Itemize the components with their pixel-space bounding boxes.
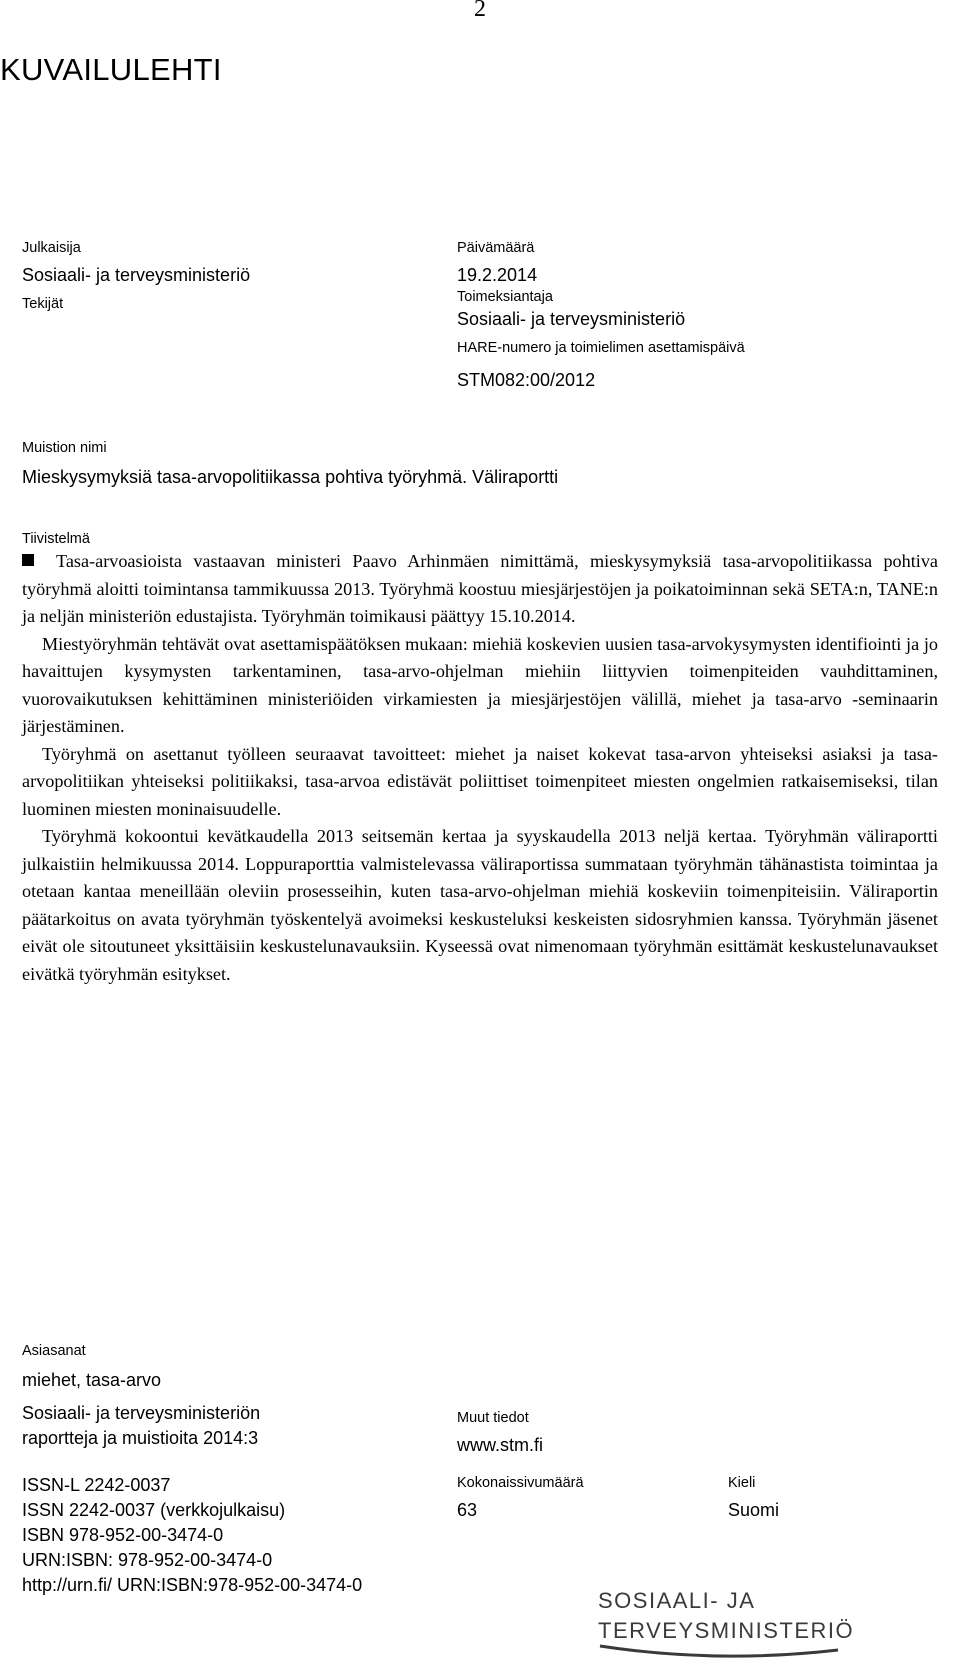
identifier-issn: ISSN 2242-0037 (verkkojulkaisu) xyxy=(22,1500,286,1520)
page-count-value: 63 xyxy=(457,1500,478,1520)
identifier-issn-l: ISSN-L 2242-0037 xyxy=(22,1475,171,1495)
date-value: 19.2.2014 xyxy=(457,265,538,285)
commissioner-value: Sosiaali- ja terveysministeriö xyxy=(457,309,686,329)
hare-label: HARE-numero ja toimielimen asettamispäivä xyxy=(457,340,745,356)
memo-name-label: Muistion nimi xyxy=(22,440,107,456)
summary-paragraph-2: Miestyöryhmän tehtävät ovat asettamispäätöksen mukaan: miehiä koskevien uusien tasa-arvokysymysten identifiointi ja jo havaittujen kysymysten tarkentaminen, tasa-arvo-ohjelman miehiin liittyvien toimenpiteiden vauhdittaminen, vuorovaikutuksen kehittäminen ministeriöiden virkamiesten ja miesjärjestöjen välillä, miehet ja tasa-arvo -seminaarin järjestäminen. xyxy=(22,633,938,736)
logo-text-line-2: TERVEYSMINISTERIÖ xyxy=(598,1618,855,1643)
publisher-value: Sosiaali- ja terveysministeriö xyxy=(22,265,251,285)
other-info-label: Muut tiedot xyxy=(457,1410,529,1426)
summary-paragraph-3: Työryhmä on asettanut työlleen seuraavat tavoitteet: miehet ja naiset kokevat tasa-arvon yhteiseksi asiaksi ja tasa-arvopolitiikan yhteiseksi politiikaksi, tasa-arvoa edistävät poliittiset toimenpiteet miesten ongelmien ratkaisemiseksi, tilan luominen miesten moninaisuudelle. xyxy=(22,743,938,819)
keywords-value: miehet, tasa-arvo xyxy=(22,1370,162,1390)
logo-text-line-1: SOSIAALI- JA xyxy=(598,1588,756,1613)
series-line-2: raportteja ja muistioita 2014:3 xyxy=(22,1428,259,1448)
identifier-url-link[interactable]: http://urn.fi/ URN:ISBN:978-952-00-3474-0 xyxy=(22,1575,363,1595)
commissioner-label: Toimeksiantaja xyxy=(457,289,553,305)
page-number: 2 xyxy=(474,0,486,22)
identifier-urn: URN:ISBN: 978-952-00-3474-0 xyxy=(22,1550,273,1570)
hare-value: STM082:00/2012 xyxy=(457,370,596,390)
keywords-label: Asiasanat xyxy=(22,1343,86,1359)
summary-label: Tiivistelmä xyxy=(22,531,90,547)
summary-paragraph-4: Työryhmä kokoontui kevätkaudella 2013 seitsemän kertaa ja syyskaudella 2013 neljä kertaa. Työryhmän väliraportti julkaistiin helmikuussa 2014. Loppuraporttia valmistelevassa väliraportissa summataan työryhmän tähänastista toimintaa ja otetaan kantaa meneillään oleviin prosesseihin, kuten tasa-arvo-ohjelman miehiä koskeviin toimenpiteisiin. Väliraportin päätarkoitus on avata työryhmän työskentelyä avoimeksi keskusteluksi keskeisten sidosryhmien kanssa. Työryhmän jäsenet eivät ole sitoutuneet yksittäisiin keskustelunavauksiin. Kyseessä ovat nimenomaan työryhmän esittämät keskustelunavaukset eivätkä työryhmän esitykset. xyxy=(22,826,938,984)
logo-swoosh-icon xyxy=(598,1642,843,1664)
summary-paragraph-1: Tasa-arvoasioista vastaavan ministeri Paavo Arhinmäen nimittämä, mieskysymyksiä tasa-arvopolitiikassa pohtiva työryhmä aloitti toimintansa tammikuussa 2013. Työryhmä koostuu miesjärjestöjen ja poikatoiminnan sekä SETA:n, TANE:n ja neljän ministeriön edustajista. Työryhmän toimikausi päättyy 15.10.2014. xyxy=(22,551,938,626)
date-label: Päivämäärä xyxy=(457,240,535,256)
language-value: Suomi xyxy=(728,1500,780,1520)
series-line-1: Sosiaali- ja terveysministeriön xyxy=(22,1403,261,1423)
identifier-isbn: ISBN 978-952-00-3474-0 xyxy=(22,1525,224,1545)
summary-text xyxy=(22,548,938,988)
authors-label: Tekijät xyxy=(22,296,64,312)
ministry-logo xyxy=(598,1580,855,1666)
page-count-label: Kokonaissivumäärä xyxy=(457,1475,584,1491)
language-label: Kieli xyxy=(728,1475,756,1491)
page-title: KUVAILULEHTI xyxy=(0,52,222,87)
publisher-label: Julkaisija xyxy=(22,240,81,256)
bullet-icon xyxy=(22,554,34,566)
memo-name-value: Mieskysymyksiä tasa-arvopolitiikassa pohtiva työryhmä. Väliraportti xyxy=(22,467,559,487)
other-info-link[interactable]: www.stm.fi xyxy=(457,1435,544,1455)
